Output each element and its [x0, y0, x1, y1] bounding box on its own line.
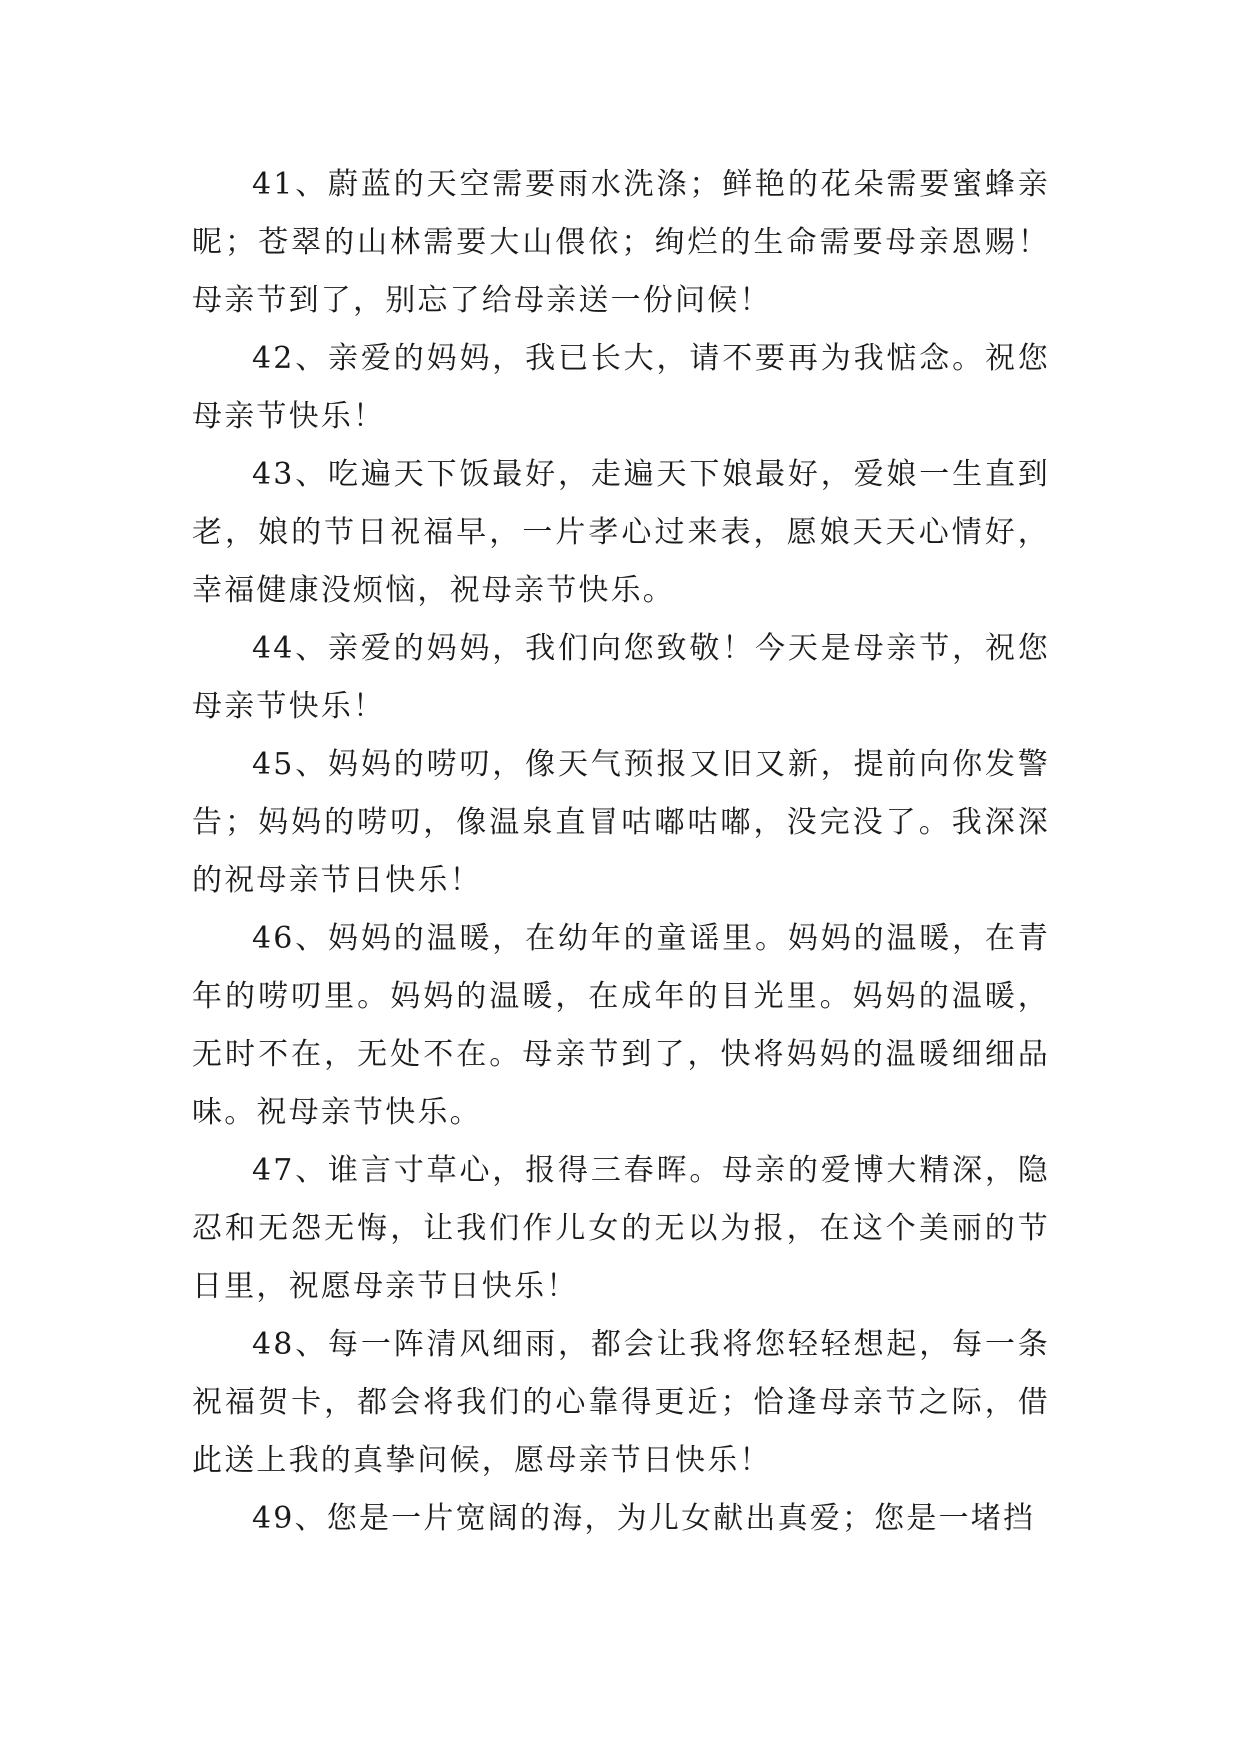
- paragraph-41: 41、蔚蓝的天空需要雨水洗涤；鲜艳的花朵需要蜜蜂亲昵；苍翠的山林需要大山偎依；绚烂的生命需要母亲恩赐！母亲节到了，别忘了给母亲送一份问候！: [192, 167, 1050, 318]
- document-body: [192, 156, 1050, 1548]
- paragraph-47: 47、谁言寸草心，报得三春晖。母亲的爱博大精深，隐忍和无怨无悔，让我们作儿女的无以为报，在这个美丽的节日里，祝愿母亲节日快乐！: [192, 1153, 1050, 1304]
- paragraph-44: 44、亲爱的妈妈，我们向您致敬！今天是母亲节，祝您母亲节快乐！: [192, 631, 1050, 724]
- paragraph-48: 48、每一阵清风细雨，都会让我将您轻轻想起，每一条祝福贺卡，都会将我们的心靠得更近；恰逢母亲节之际，借此送上我的真挚问候，愿母亲节日快乐！: [192, 1327, 1050, 1478]
- paragraph-49: 49、您是一片宽阔的海，为儿女献出真爱；您是一堵挡: [252, 1501, 1036, 1536]
- paragraph-42: 42、亲爱的妈妈，我已长大，请不要再为我惦念。祝您母亲节快乐！: [192, 341, 1050, 434]
- paragraph-45: 45、妈妈的唠叨，像天气预报又旧又新，提前向你发警告；妈妈的唠叨，像温泉直冒咕嘟咕嘟，没完没了。我深深的祝母亲节日快乐！: [192, 747, 1050, 898]
- paragraph-46: 46、妈妈的温暖，在幼年的童谣里。妈妈的温暖，在青年的唠叨里。妈妈的温暖，在成年的目光里。妈妈的温暖，无时不在，无处不在。母亲节到了，快将妈妈的温暖细细品味。祝母亲节快乐。: [192, 921, 1050, 1130]
- paragraph-43: 43、吃遍天下饭最好，走遍天下娘最好，爱娘一生直到老，娘的节日祝福早，一片孝心过来表，愿娘天天心情好，幸福健康没烦恼，祝母亲节快乐。: [192, 457, 1050, 608]
